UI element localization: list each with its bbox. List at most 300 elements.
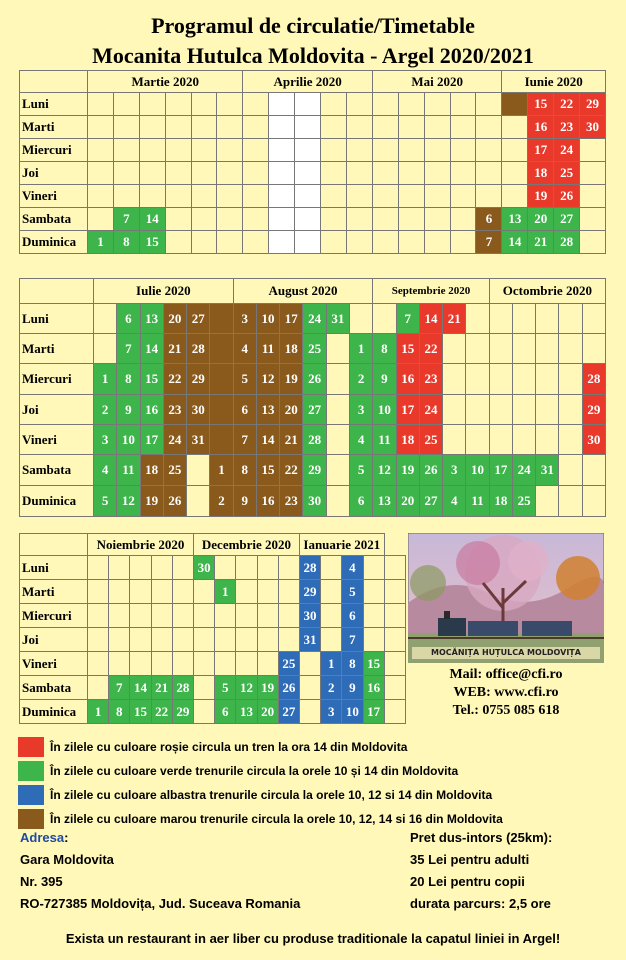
calendar-day-cell: 24 bbox=[512, 455, 535, 486]
calendar-day-cell bbox=[536, 334, 559, 364]
calendar-day-cell bbox=[269, 93, 295, 116]
calendar-day-cell bbox=[559, 395, 582, 425]
calendar-day-cell bbox=[559, 304, 582, 334]
calendar-day-cell bbox=[580, 208, 606, 231]
calendar-day-cell bbox=[215, 652, 236, 676]
calendar-day-cell bbox=[326, 455, 349, 486]
calendar-day-cell bbox=[295, 139, 321, 162]
calendar-day-cell bbox=[559, 334, 582, 364]
price-line-4: durata parcurs: 2,5 ore bbox=[410, 896, 551, 911]
header-corner bbox=[20, 71, 88, 93]
weekday-label: Joi bbox=[20, 162, 88, 185]
weekday-row bbox=[20, 162, 606, 185]
calendar-day-cell: 25 bbox=[163, 455, 186, 486]
calendar-day-cell bbox=[243, 185, 269, 208]
calendar-day-cell: 10 bbox=[342, 700, 363, 724]
calendar-day-cell: 28 bbox=[582, 364, 605, 395]
weekday-row bbox=[20, 486, 606, 517]
calendar-day-cell bbox=[236, 604, 257, 628]
contact-web: WEB: www.cfi.ro bbox=[453, 685, 559, 700]
calendar-day-cell bbox=[139, 93, 165, 116]
legend-text: În zilele cu culoare roșie circula un tren la ora 14 din Moldovita bbox=[50, 740, 408, 754]
calendar-day-cell bbox=[88, 93, 114, 116]
calendar-day-cell bbox=[109, 652, 130, 676]
calendar-day-cell: 31 bbox=[326, 304, 349, 334]
calendar-day-cell: 21 bbox=[280, 425, 303, 455]
calendar-day-cell bbox=[536, 425, 559, 455]
calendar-day-cell bbox=[476, 162, 502, 185]
weekday-label: Joi bbox=[20, 395, 94, 425]
calendar-day-cell bbox=[424, 139, 450, 162]
weekday-label: Vineri bbox=[20, 425, 94, 455]
calendar-day-cell: 22 bbox=[151, 700, 172, 724]
weekday-row bbox=[20, 334, 606, 364]
calendar-day-cell: 16 bbox=[528, 116, 554, 139]
weekday-row bbox=[20, 116, 606, 139]
weekday-row bbox=[20, 231, 606, 254]
calendar-day-cell: 30 bbox=[187, 395, 210, 425]
calendar-day-cell bbox=[130, 580, 151, 604]
calendar-day-cell: 2 bbox=[349, 364, 372, 395]
calendar-day-cell bbox=[151, 556, 172, 580]
calendar-day-cell bbox=[536, 395, 559, 425]
calendar-day-cell bbox=[88, 604, 109, 628]
calendar-day-cell bbox=[559, 364, 582, 395]
weekday-label: Sambata bbox=[20, 676, 88, 700]
calendar-day-cell: 15 bbox=[396, 334, 419, 364]
calendar-day-cell bbox=[384, 700, 405, 724]
calendar-day-cell bbox=[109, 604, 130, 628]
calendar-day-cell bbox=[210, 304, 233, 334]
calendar-day-cell bbox=[580, 231, 606, 254]
calendar-day-cell bbox=[269, 231, 295, 254]
calendar-day-cell bbox=[187, 486, 210, 517]
calendar-day-cell: 29 bbox=[187, 364, 210, 395]
calendar-july-october bbox=[19, 278, 606, 517]
calendar-day-cell: 4 bbox=[349, 425, 372, 455]
calendar-day-cell: 25 bbox=[554, 162, 580, 185]
contact-mail: Mail: office@cfi.ro bbox=[449, 667, 563, 682]
calendar-day-cell bbox=[384, 652, 405, 676]
weekday-row bbox=[20, 604, 406, 628]
address-line-2: Nr. 395 bbox=[20, 874, 63, 889]
calendar-day-cell bbox=[321, 556, 342, 580]
calendar-day-cell: 27 bbox=[278, 700, 299, 724]
legend-row bbox=[18, 785, 503, 805]
legend-swatch bbox=[18, 785, 44, 805]
calendar-day-cell: 14 bbox=[256, 425, 279, 455]
weekday-label: Miercuri bbox=[20, 139, 88, 162]
calendar-day-cell: 21 bbox=[443, 304, 466, 334]
calendar-day-cell: 11 bbox=[117, 455, 140, 486]
calendar-day-cell bbox=[580, 139, 606, 162]
calendar-day-cell bbox=[321, 580, 342, 604]
calendar-day-cell: 21 bbox=[151, 676, 172, 700]
weekday-label: Vineri bbox=[20, 652, 88, 676]
calendar-day-cell bbox=[88, 139, 114, 162]
calendar-day-cell: 23 bbox=[419, 364, 442, 395]
calendar-day-cell: 18 bbox=[489, 486, 512, 517]
calendar-day-cell: 15 bbox=[139, 231, 165, 254]
weekday-row bbox=[20, 364, 606, 395]
calendar-day-cell bbox=[88, 116, 114, 139]
calendar-day-cell bbox=[165, 139, 191, 162]
calendar-day-cell bbox=[165, 93, 191, 116]
calendar-day-cell: 23 bbox=[554, 116, 580, 139]
calendar-day-cell bbox=[384, 676, 405, 700]
calendar-day-cell: 20 bbox=[257, 700, 278, 724]
calendar-day-cell: 21 bbox=[163, 334, 186, 364]
calendar-day-cell bbox=[349, 304, 372, 334]
calendar-day-cell bbox=[257, 652, 278, 676]
calendar-day-cell bbox=[269, 162, 295, 185]
calendar-day-cell bbox=[299, 700, 320, 724]
calendar-day-cell: 29 bbox=[582, 395, 605, 425]
calendar-day-cell: 7 bbox=[109, 676, 130, 700]
calendar-day-cell bbox=[88, 208, 114, 231]
month-header: Martie 2020 bbox=[88, 71, 243, 93]
calendar-day-cell: 30 bbox=[299, 604, 320, 628]
calendar-day-cell bbox=[191, 231, 217, 254]
weekday-label: Miercuri bbox=[20, 604, 88, 628]
calendar-day-cell bbox=[217, 162, 243, 185]
calendar-day-cell bbox=[424, 93, 450, 116]
calendar-day-cell bbox=[443, 425, 466, 455]
calendar-day-cell: 29 bbox=[303, 455, 326, 486]
photo-caption: MOCĂNIȚA HUȚULCA MOLDOVIȚA bbox=[431, 648, 581, 657]
calendar-day-cell bbox=[88, 652, 109, 676]
calendar-day-cell: 1 bbox=[210, 455, 233, 486]
calendar-day-cell bbox=[257, 628, 278, 652]
calendar-day-cell bbox=[476, 139, 502, 162]
address-block bbox=[20, 827, 300, 915]
calendar-day-cell: 20 bbox=[163, 304, 186, 334]
calendar-day-cell bbox=[217, 116, 243, 139]
calendar-day-cell bbox=[217, 231, 243, 254]
calendar-day-cell bbox=[512, 304, 535, 334]
address-label: Adresa bbox=[20, 830, 65, 845]
weekday-label: Duminica bbox=[20, 700, 88, 724]
calendar-day-cell bbox=[372, 185, 398, 208]
calendar-day-cell bbox=[257, 580, 278, 604]
calendar-day-cell bbox=[236, 580, 257, 604]
calendar-day-cell bbox=[109, 628, 130, 652]
calendar-day-cell bbox=[299, 676, 320, 700]
calendar-day-cell: 1 bbox=[215, 580, 236, 604]
calendar-day-cell bbox=[257, 556, 278, 580]
calendar-day-cell bbox=[321, 208, 347, 231]
calendar-day-cell bbox=[236, 628, 257, 652]
calendar-day-cell: 15 bbox=[130, 700, 151, 724]
calendar-day-cell bbox=[130, 652, 151, 676]
calendar-day-cell: 6 bbox=[233, 395, 256, 425]
calendar-day-cell bbox=[559, 425, 582, 455]
calendar-day-cell bbox=[165, 208, 191, 231]
calendar-day-cell bbox=[165, 116, 191, 139]
weekday-row bbox=[20, 455, 606, 486]
calendar-day-cell: 1 bbox=[349, 334, 372, 364]
weekday-row bbox=[20, 580, 406, 604]
calendar-day-cell: 27 bbox=[419, 486, 442, 517]
calendar-day-cell bbox=[321, 93, 347, 116]
calendar-day-cell bbox=[139, 116, 165, 139]
legend-row bbox=[18, 809, 503, 829]
calendar-day-cell: 10 bbox=[373, 395, 396, 425]
calendar-day-cell bbox=[321, 604, 342, 628]
weekday-row bbox=[20, 676, 406, 700]
calendar-day-cell: 1 bbox=[94, 364, 117, 395]
calendar-day-cell bbox=[321, 185, 347, 208]
calendar-day-cell bbox=[243, 208, 269, 231]
calendar-day-cell: 16 bbox=[140, 395, 163, 425]
calendar-day-cell: 7 bbox=[113, 208, 139, 231]
calendar-day-cell: 6 bbox=[215, 700, 236, 724]
calendar-day-cell bbox=[215, 556, 236, 580]
calendar-day-cell: 28 bbox=[172, 676, 193, 700]
calendar-day-cell: 28 bbox=[554, 231, 580, 254]
calendar-day-cell: 15 bbox=[140, 364, 163, 395]
weekday-label: Marti bbox=[20, 334, 94, 364]
calendar-day-cell bbox=[269, 139, 295, 162]
calendar-day-cell bbox=[450, 116, 476, 139]
price-line-3: 20 Lei pentru copii bbox=[410, 874, 525, 889]
legend-swatch bbox=[18, 761, 44, 781]
calendar-day-cell bbox=[94, 304, 117, 334]
calendar-day-cell bbox=[172, 580, 193, 604]
calendar-day-cell: 7 bbox=[117, 334, 140, 364]
calendar-day-cell bbox=[217, 185, 243, 208]
calendar-day-cell: 12 bbox=[256, 364, 279, 395]
calendar-day-cell bbox=[113, 139, 139, 162]
calendar-day-cell: 30 bbox=[303, 486, 326, 517]
calendar-november-january bbox=[19, 533, 406, 724]
calendar-day-cell bbox=[502, 162, 528, 185]
calendar-day-cell bbox=[489, 395, 512, 425]
calendar-day-cell: 18 bbox=[396, 425, 419, 455]
calendar-day-cell bbox=[372, 139, 398, 162]
calendar-day-cell: 16 bbox=[363, 676, 384, 700]
calendar-day-cell: 27 bbox=[187, 304, 210, 334]
calendar-day-cell bbox=[194, 628, 215, 652]
calendar-day-cell bbox=[151, 580, 172, 604]
calendar-day-cell bbox=[299, 652, 320, 676]
calendar-day-cell bbox=[326, 395, 349, 425]
legend-swatch bbox=[18, 809, 44, 829]
calendar-day-cell: 25 bbox=[303, 334, 326, 364]
calendar-day-cell: 6 bbox=[476, 208, 502, 231]
weekday-label: Luni bbox=[20, 304, 94, 334]
weekday-label: Sambata bbox=[20, 208, 88, 231]
calendar-day-cell: 17 bbox=[489, 455, 512, 486]
calendar-day-cell: 4 bbox=[233, 334, 256, 364]
calendar-day-cell bbox=[346, 162, 372, 185]
calendar-day-cell bbox=[372, 231, 398, 254]
calendar-day-cell: 8 bbox=[233, 455, 256, 486]
calendar-day-cell bbox=[109, 556, 130, 580]
calendar-day-cell bbox=[191, 185, 217, 208]
calendar-day-cell bbox=[172, 604, 193, 628]
calendar-day-cell: 7 bbox=[342, 628, 363, 652]
calendar-day-cell: 12 bbox=[236, 676, 257, 700]
calendar-day-cell bbox=[582, 334, 605, 364]
calendar-day-cell: 8 bbox=[113, 231, 139, 254]
calendar-day-cell bbox=[559, 486, 582, 517]
calendar-day-cell bbox=[295, 162, 321, 185]
calendar-day-cell bbox=[321, 139, 347, 162]
calendar-day-cell: 28 bbox=[303, 425, 326, 455]
calendar-day-cell: 31 bbox=[536, 455, 559, 486]
calendar-day-cell bbox=[326, 425, 349, 455]
calendar-day-cell bbox=[187, 455, 210, 486]
legend-row bbox=[18, 737, 503, 757]
calendar-day-cell bbox=[194, 676, 215, 700]
month-header: Octombrie 2020 bbox=[489, 279, 605, 304]
calendar-day-cell bbox=[191, 162, 217, 185]
calendar-day-cell bbox=[243, 139, 269, 162]
calendar-day-cell: 30 bbox=[194, 556, 215, 580]
calendar-day-cell: 31 bbox=[187, 425, 210, 455]
calendar-day-cell bbox=[194, 580, 215, 604]
calendar-day-cell bbox=[502, 93, 528, 116]
calendar-day-cell: 3 bbox=[443, 455, 466, 486]
calendar-day-cell bbox=[295, 231, 321, 254]
calendar-day-cell: 25 bbox=[278, 652, 299, 676]
calendar-day-cell bbox=[194, 652, 215, 676]
calendar-day-cell: 12 bbox=[373, 455, 396, 486]
calendar-day-cell bbox=[139, 139, 165, 162]
calendar-day-cell bbox=[450, 231, 476, 254]
weekday-label: Vineri bbox=[20, 185, 88, 208]
legend-text: În zilele cu culoare marou trenurile circula la orele 10, 12, 14 si 16 din Moldovita bbox=[50, 812, 503, 826]
calendar-day-cell bbox=[346, 93, 372, 116]
weekday-row bbox=[20, 395, 606, 425]
calendar-day-cell bbox=[424, 185, 450, 208]
calendar-day-cell: 9 bbox=[233, 486, 256, 517]
calendar-day-cell: 19 bbox=[140, 486, 163, 517]
calendar-day-cell bbox=[466, 364, 489, 395]
calendar-day-cell bbox=[278, 604, 299, 628]
calendar-day-cell bbox=[489, 334, 512, 364]
calendar-day-cell bbox=[502, 185, 528, 208]
calendar-day-cell bbox=[269, 185, 295, 208]
calendar-day-cell: 30 bbox=[582, 425, 605, 455]
calendar-day-cell bbox=[139, 185, 165, 208]
calendar-day-cell: 1 bbox=[88, 231, 114, 254]
calendar-day-cell: 14 bbox=[419, 304, 442, 334]
calendar-day-cell: 17 bbox=[363, 700, 384, 724]
calendar-day-cell bbox=[346, 231, 372, 254]
calendar-day-cell bbox=[165, 162, 191, 185]
calendar-day-cell bbox=[512, 364, 535, 395]
calendar-day-cell: 26 bbox=[163, 486, 186, 517]
weekday-row bbox=[20, 556, 406, 580]
calendar-day-cell bbox=[113, 116, 139, 139]
calendar-day-cell: 24 bbox=[163, 425, 186, 455]
weekday-row bbox=[20, 208, 606, 231]
weekday-row bbox=[20, 139, 606, 162]
calendar-day-cell bbox=[236, 652, 257, 676]
calendar-day-cell: 9 bbox=[342, 676, 363, 700]
calendar-day-cell: 11 bbox=[373, 425, 396, 455]
calendar-day-cell: 24 bbox=[419, 395, 442, 425]
calendar-day-cell: 12 bbox=[117, 486, 140, 517]
calendar-day-cell: 22 bbox=[419, 334, 442, 364]
calendar-day-cell: 2 bbox=[321, 676, 342, 700]
calendar-day-cell bbox=[489, 425, 512, 455]
calendar-day-cell bbox=[373, 304, 396, 334]
train-photo bbox=[408, 533, 604, 663]
calendar-day-cell bbox=[243, 231, 269, 254]
calendar-day-cell bbox=[346, 139, 372, 162]
calendar-day-cell bbox=[191, 93, 217, 116]
calendar-day-cell: 18 bbox=[528, 162, 554, 185]
calendar-day-cell: 15 bbox=[256, 455, 279, 486]
calendar-day-cell bbox=[398, 185, 424, 208]
calendar-day-cell: 4 bbox=[94, 455, 117, 486]
calendar-day-cell bbox=[139, 162, 165, 185]
calendar-day-cell: 7 bbox=[476, 231, 502, 254]
calendar-day-cell bbox=[384, 556, 405, 580]
calendar-day-cell bbox=[94, 334, 117, 364]
calendar-day-cell bbox=[580, 162, 606, 185]
calendar-day-cell: 18 bbox=[280, 334, 303, 364]
calendar-day-cell bbox=[88, 676, 109, 700]
calendar-day-cell bbox=[191, 139, 217, 162]
calendar-day-cell bbox=[580, 185, 606, 208]
calendar-day-cell bbox=[215, 628, 236, 652]
calendar-day-cell: 16 bbox=[256, 486, 279, 517]
calendar-day-cell bbox=[512, 334, 535, 364]
calendar-day-cell bbox=[269, 208, 295, 231]
calendar-day-cell: 14 bbox=[140, 334, 163, 364]
calendar-day-cell bbox=[172, 556, 193, 580]
calendar-day-cell bbox=[172, 628, 193, 652]
calendar-day-cell bbox=[321, 231, 347, 254]
calendar-day-cell bbox=[210, 395, 233, 425]
calendar-day-cell bbox=[295, 185, 321, 208]
contact-tel: Tel.: 0755 085 618 bbox=[452, 703, 560, 718]
calendar-day-cell bbox=[536, 304, 559, 334]
month-header: Iunie 2020 bbox=[502, 71, 606, 93]
calendar-day-cell bbox=[278, 580, 299, 604]
legend-row bbox=[18, 761, 503, 781]
calendar-day-cell bbox=[582, 304, 605, 334]
calendar-day-cell: 14 bbox=[139, 208, 165, 231]
calendar-day-cell bbox=[109, 580, 130, 604]
calendar-day-cell: 22 bbox=[280, 455, 303, 486]
calendar-day-cell bbox=[372, 162, 398, 185]
calendar-day-cell bbox=[130, 628, 151, 652]
calendar-day-cell bbox=[512, 395, 535, 425]
weekday-label: Duminica bbox=[20, 486, 94, 517]
calendar-day-cell bbox=[398, 116, 424, 139]
weekday-row bbox=[20, 185, 606, 208]
calendar-day-cell bbox=[243, 93, 269, 116]
calendar-day-cell: 11 bbox=[256, 334, 279, 364]
month-header: Septembrie 2020 bbox=[373, 279, 489, 304]
calendar-day-cell: 9 bbox=[373, 364, 396, 395]
calendar-day-cell bbox=[113, 162, 139, 185]
calendar-day-cell: 11 bbox=[466, 486, 489, 517]
calendar-day-cell: 31 bbox=[299, 628, 320, 652]
calendar-day-cell bbox=[398, 208, 424, 231]
legend-swatch bbox=[18, 737, 44, 757]
weekday-row bbox=[20, 700, 406, 724]
calendar-day-cell: 4 bbox=[443, 486, 466, 517]
calendar-day-cell bbox=[151, 628, 172, 652]
calendar-day-cell: 23 bbox=[280, 486, 303, 517]
calendar-day-cell bbox=[398, 139, 424, 162]
